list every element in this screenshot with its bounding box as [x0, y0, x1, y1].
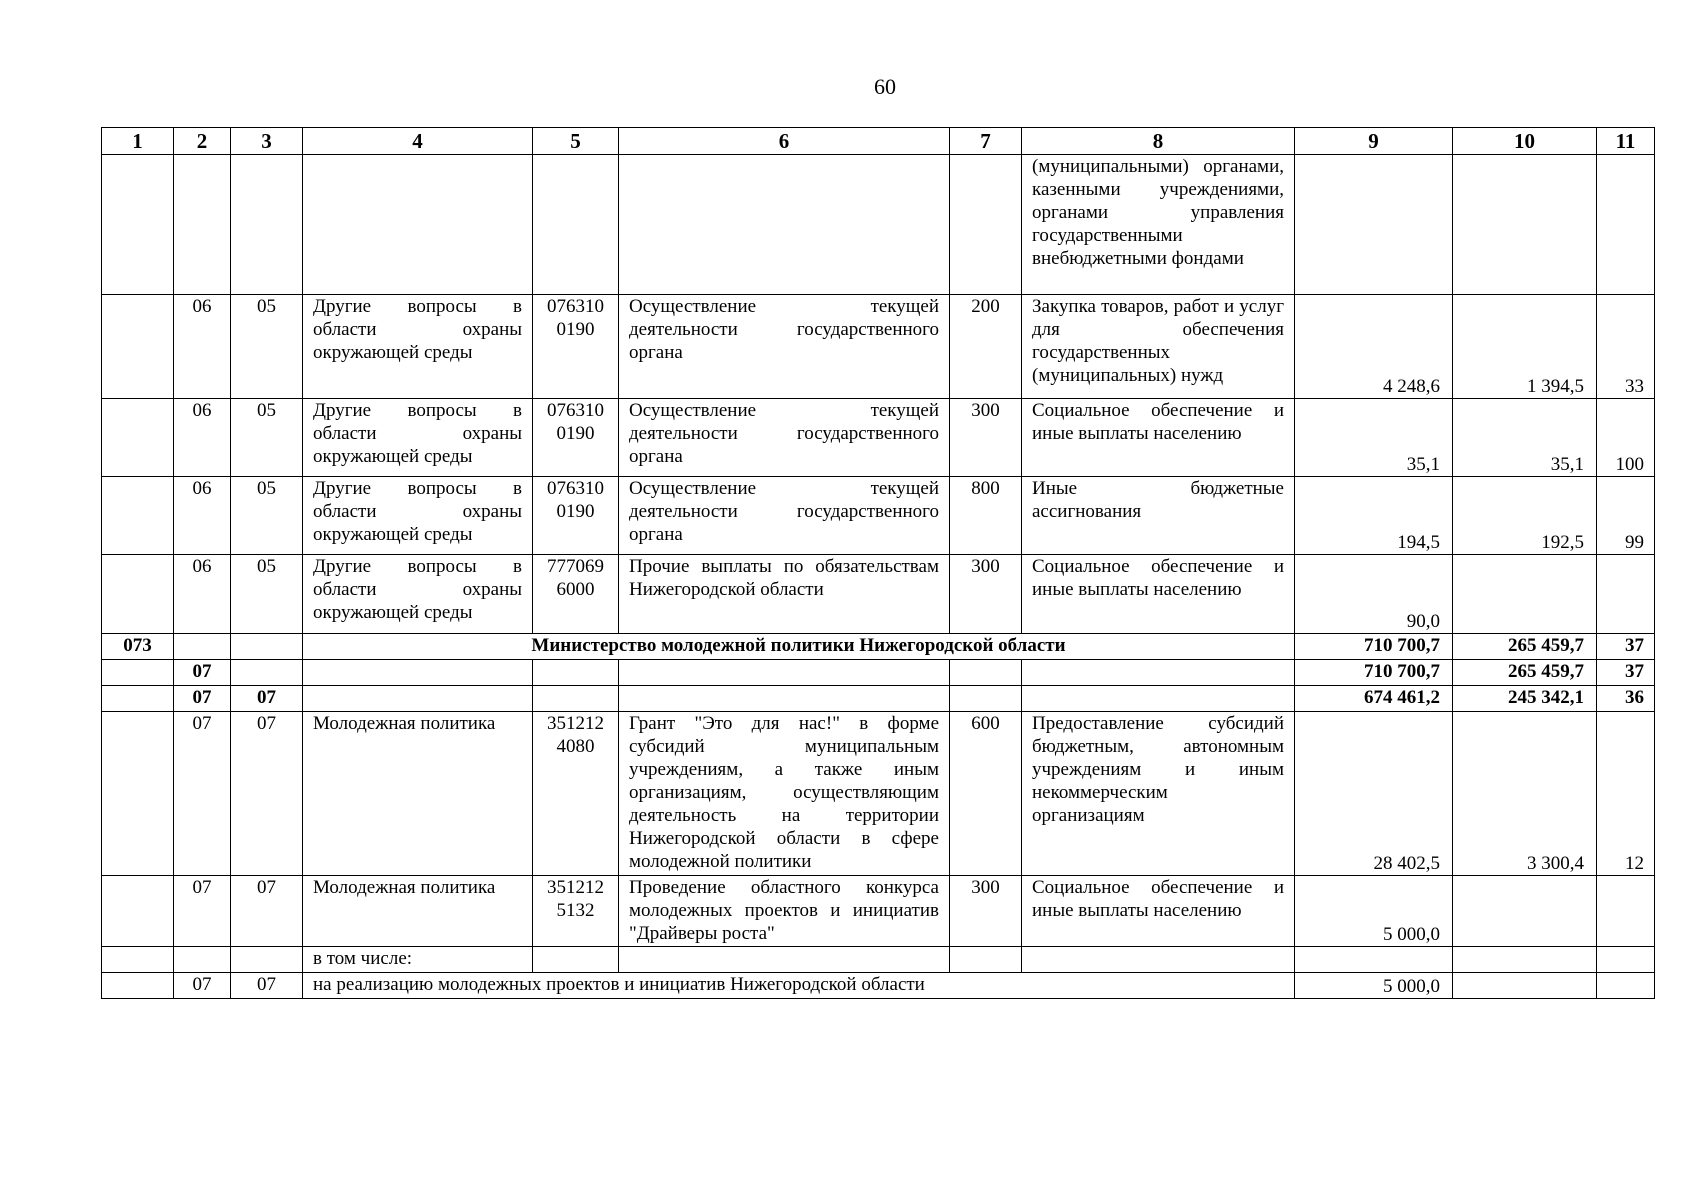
- cell-target-name: Проведение областного конкурса молодежных проектов и инициатив "Драйверы роста": [619, 876, 950, 947]
- cell-expense-type: 600: [950, 712, 1022, 876]
- cell-subsection: 05: [231, 555, 303, 634]
- cell-plan: [1295, 947, 1453, 973]
- table-row: [102, 712, 1655, 876]
- cell-actual: [1453, 973, 1597, 999]
- cell-expense-name: Закупка товаров, работ и услуг для обеспечения государственных (муниципальных) нужд: [1022, 295, 1295, 399]
- table-row: [102, 876, 1655, 947]
- including-row: [102, 947, 1655, 973]
- cell-expense-name: [1022, 686, 1295, 712]
- cell-expense-type: [950, 686, 1022, 712]
- cell-admin: [102, 712, 174, 876]
- cell-percent: 37: [1597, 634, 1655, 660]
- cell-item-description: на реализацию молодежных проектов и инициатив Нижегородской области: [303, 973, 1295, 999]
- cell-target-name: [619, 155, 950, 295]
- table-row: [102, 399, 1655, 477]
- cell-target-name: Осуществление текущей деятельности государственного органа: [619, 477, 950, 555]
- cell-percent: [1597, 973, 1655, 999]
- table-row: [102, 555, 1655, 634]
- header-cell-7: 7: [950, 128, 1022, 155]
- cell-percent: 99: [1597, 477, 1655, 555]
- cell-subsection: 07: [231, 712, 303, 876]
- cell-actual: 265 459,7: [1453, 660, 1597, 686]
- cell-section: 07: [174, 686, 231, 712]
- header-cell-1: 1: [102, 128, 174, 155]
- cell-section: 06: [174, 399, 231, 477]
- cell-admin: [102, 295, 174, 399]
- cell-percent: 12: [1597, 712, 1655, 876]
- cell-target-code: 351212 5132: [533, 876, 619, 947]
- cell-actual: 1 394,5: [1453, 295, 1597, 399]
- cell-section-name: Другие вопросы в области охраны окружающей среды: [303, 399, 533, 477]
- cell-target-name: [619, 660, 950, 686]
- cell-expense-name: [1022, 660, 1295, 686]
- cell-plan: 710 700,7: [1295, 660, 1453, 686]
- cell-section-name: [303, 660, 533, 686]
- cell-admin: [102, 876, 174, 947]
- header-row: [102, 128, 1655, 155]
- cell-plan: 90,0: [1295, 555, 1453, 634]
- cell-plan: 674 461,2: [1295, 686, 1453, 712]
- cell-admin: [102, 660, 174, 686]
- cell-expense-type: [950, 155, 1022, 295]
- table-row: [102, 295, 1655, 399]
- budget-table: [101, 127, 1655, 999]
- cell-plan: 5 000,0: [1295, 876, 1453, 947]
- cell-actual: [1453, 155, 1597, 295]
- subsection-row: [102, 686, 1655, 712]
- header-cell-2: 2: [174, 128, 231, 155]
- cell-expense-name: Социальное обеспечение и иные выплаты населению: [1022, 555, 1295, 634]
- cell-expense-type: 300: [950, 876, 1022, 947]
- cell-subsection: 07: [231, 876, 303, 947]
- cell-percent: [1597, 555, 1655, 634]
- cell-expense-name: Иные бюджетные ассигнования: [1022, 477, 1295, 555]
- cell-section-name: Другие вопросы в области охраны окружающей среды: [303, 555, 533, 634]
- cell-section: 07: [174, 973, 231, 999]
- cell-actual: 192,5: [1453, 477, 1597, 555]
- cell-percent: 37: [1597, 660, 1655, 686]
- cell-admin: [102, 555, 174, 634]
- page-number: 60: [874, 74, 896, 99]
- cell-expense-name: Социальное обеспечение и иные выплаты населению: [1022, 876, 1295, 947]
- cell-expense-type: [950, 660, 1022, 686]
- header-cell-10: 10: [1453, 128, 1597, 155]
- cell-expense-name: Предоставление субсидий бюджетным, автономным учреждениям и иным некоммерческим организациям: [1022, 712, 1295, 876]
- cell-subsection: 05: [231, 295, 303, 399]
- header-cell-9: 9: [1295, 128, 1453, 155]
- cell-percent: 33: [1597, 295, 1655, 399]
- cell-admin: 073: [102, 634, 174, 660]
- cell-section-name: Другие вопросы в области охраны окружающей среды: [303, 295, 533, 399]
- cell-actual: 245 342,1: [1453, 686, 1597, 712]
- cell-expense-type: 300: [950, 399, 1022, 477]
- cell-subsection: 07: [231, 973, 303, 999]
- cell-target-code: [533, 155, 619, 295]
- cell-expense-type: 800: [950, 477, 1022, 555]
- cell-target-name: [619, 686, 950, 712]
- cell-plan: 710 700,7: [1295, 634, 1453, 660]
- cell-target-code: [533, 660, 619, 686]
- cell-subsection: [231, 155, 303, 295]
- header-cell-5: 5: [533, 128, 619, 155]
- cell-actual: [1453, 555, 1597, 634]
- cell-target-code: 777069 6000: [533, 555, 619, 634]
- cell-target-name: Грант "Это для нас!" в форме субсидий муниципальным учреждениям, а также иным организациям, осуществляющим деятельность на территории Нижегородской области в сфере молодежной политики: [619, 712, 950, 876]
- cell-section: 06: [174, 477, 231, 555]
- cell-expense-type: 300: [950, 555, 1022, 634]
- cell-section: 07: [174, 876, 231, 947]
- section-row: [102, 660, 1655, 686]
- cell-target-name: [619, 947, 950, 973]
- cell-subsection: 07: [231, 686, 303, 712]
- cell-section: 07: [174, 712, 231, 876]
- cell-section: 06: [174, 555, 231, 634]
- cell-plan: 4 248,6: [1295, 295, 1453, 399]
- table-row: [102, 155, 1655, 295]
- cell-admin: [102, 973, 174, 999]
- cell-section-name: [303, 155, 533, 295]
- header-cell-3: 3: [231, 128, 303, 155]
- cell-percent: 100: [1597, 399, 1655, 477]
- cell-expense-type: [950, 947, 1022, 973]
- including-label: в том числе:: [303, 947, 533, 973]
- table-row: [102, 973, 1655, 999]
- cell-percent: 36: [1597, 686, 1655, 712]
- cell-actual: 265 459,7: [1453, 634, 1597, 660]
- cell-subsection: 05: [231, 477, 303, 555]
- cell-percent: [1597, 876, 1655, 947]
- cell-subsection: 05: [231, 399, 303, 477]
- cell-section: [174, 634, 231, 660]
- header-cell-6: 6: [619, 128, 950, 155]
- cell-target-code: 076310 0190: [533, 477, 619, 555]
- cell-actual: [1453, 876, 1597, 947]
- cell-plan: [1295, 155, 1453, 295]
- ministry-row: [102, 634, 1655, 660]
- cell-percent: [1597, 947, 1655, 973]
- cell-admin: [102, 686, 174, 712]
- cell-actual: 35,1: [1453, 399, 1597, 477]
- cell-target-code: [533, 947, 619, 973]
- cell-target-name: Прочие выплаты по обязательствам Нижегородской области: [619, 555, 950, 634]
- cell-section-name: Другие вопросы в области охраны окружающей среды: [303, 477, 533, 555]
- cell-target-code: 076310 0190: [533, 295, 619, 399]
- ministry-name: Министерство молодежной политики Нижегородской области: [303, 634, 1295, 660]
- cell-section: [174, 947, 231, 973]
- cell-target-code: [533, 686, 619, 712]
- cell-target-name: Осуществление текущей деятельности государственного органа: [619, 399, 950, 477]
- cell-section-name: [303, 686, 533, 712]
- cell-target-code: 076310 0190: [533, 399, 619, 477]
- header-cell-4: 4: [303, 128, 533, 155]
- cell-expense-name: Социальное обеспечение и иные выплаты населению: [1022, 399, 1295, 477]
- cell-plan: 194,5: [1295, 477, 1453, 555]
- header-cell-11: 11: [1597, 128, 1655, 155]
- cell-target-name: Осуществление текущей деятельности государственного органа: [619, 295, 950, 399]
- cell-section-name: Молодежная политика: [303, 876, 533, 947]
- cell-target-code: 351212 4080: [533, 712, 619, 876]
- cell-subsection: [231, 634, 303, 660]
- cell-expense-name: [1022, 947, 1295, 973]
- cell-section: 06: [174, 295, 231, 399]
- cell-admin: [102, 947, 174, 973]
- cell-subsection: [231, 660, 303, 686]
- cell-expense-name: (муниципальными) органами, казенными учреждениями, органами управления государственными внебюджетными фондами: [1022, 155, 1295, 295]
- cell-admin: [102, 399, 174, 477]
- cell-actual: [1453, 947, 1597, 973]
- cell-admin: [102, 155, 174, 295]
- table-row: [102, 477, 1655, 555]
- cell-section: [174, 155, 231, 295]
- cell-percent: [1597, 155, 1655, 295]
- cell-plan: 5 000,0: [1295, 973, 1453, 999]
- cell-admin: [102, 477, 174, 555]
- cell-actual: 3 300,4: [1453, 712, 1597, 876]
- cell-plan: 35,1: [1295, 399, 1453, 477]
- cell-subsection: [231, 947, 303, 973]
- cell-plan: 28 402,5: [1295, 712, 1453, 876]
- header-cell-8: 8: [1022, 128, 1295, 155]
- cell-expense-type: 200: [950, 295, 1022, 399]
- cell-section: 07: [174, 660, 231, 686]
- cell-section-name: Молодежная политика: [303, 712, 533, 876]
